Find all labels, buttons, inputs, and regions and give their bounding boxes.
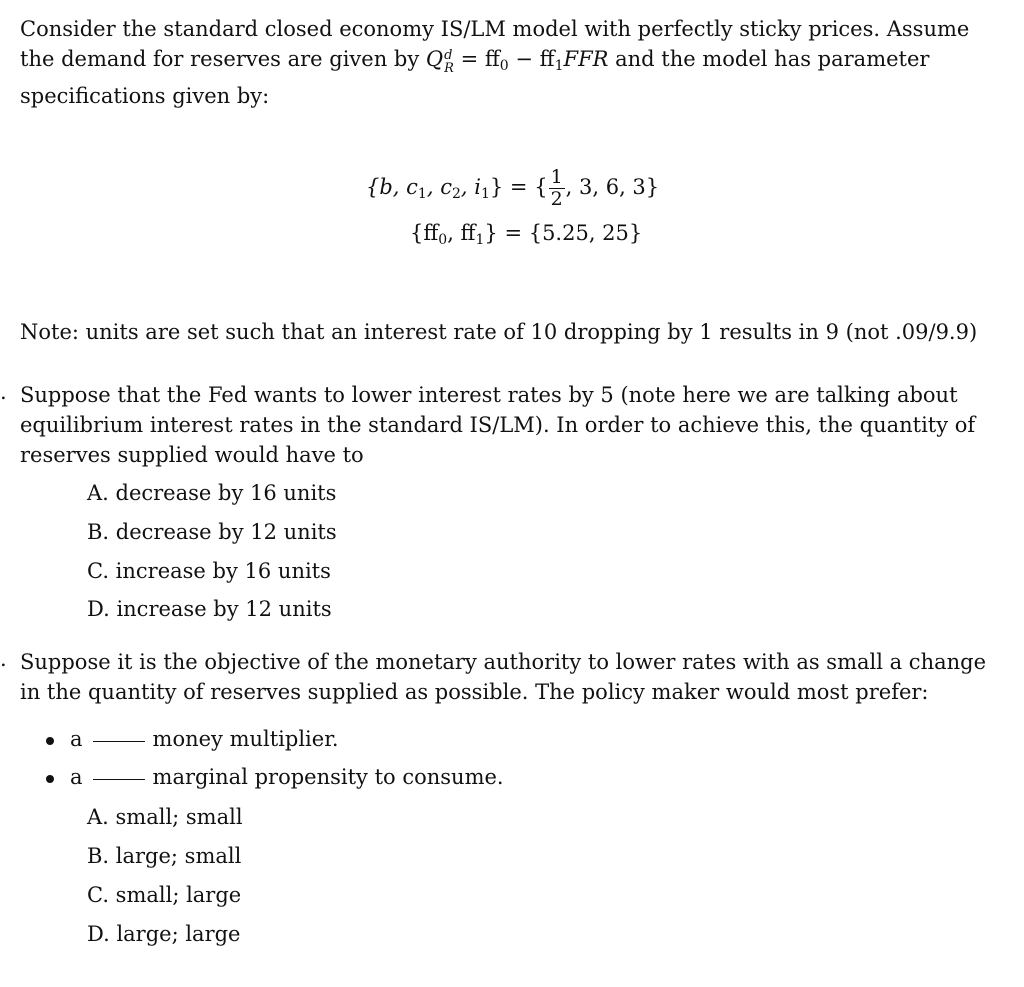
eq2-rest: } = {5.25, 25} [484,221,643,245]
ffr-variable: FFR [563,47,609,71]
q2-line-2: in the quantity of reserves supplied as possible. The policy maker would most prefer: [20,680,929,704]
eq2-mid: , ff [447,221,476,245]
reserve-demand-sub0: 0 [499,58,509,74]
bullet-icon [46,775,54,783]
q1-choice-b[interactable]: B. decrease by 12 units [87,520,337,544]
eq1-sub2: 2 [451,186,461,202]
q2-number-stub: . [0,647,7,671]
q1-line-3: reserves supplied would have to [20,443,364,467]
eq1-end: } = { [489,175,548,199]
eq2-lhs: {ff [410,221,439,245]
reserve-demand-indices [444,49,454,75]
question-1-text [20,380,995,470]
units-note: Note: units are set such that an interest rate of 10 dropping by 1 results in 9 (not .09/9.9) [20,320,978,344]
parameter-equation-1 [366,168,659,209]
fraction-denominator: 2 [550,188,563,210]
question-2-text [20,647,995,707]
q1-choice-d[interactable]: D. increase by 12 units [87,597,332,621]
intro-line-2 [20,44,995,81]
intro-paragraph [20,14,995,111]
reserve-demand-rhs-b: − ff [508,47,555,71]
bullet-suffix: marginal propensity to consume. [152,765,504,789]
eq1-mid2: , i [460,175,481,199]
fill-in-blank [93,779,145,780]
q2-choice-c[interactable]: C. small; large [87,883,242,907]
reserve-demand-rhs-a: = ff [453,47,500,71]
bullet-icon [46,737,54,745]
bullet-prefix: a [70,765,83,789]
intro-line-2-start: the demand for reserves are given by [20,47,426,71]
eq1-rest: , 3, 6, 3} [565,175,660,199]
q2-choice-d[interactable]: D. large; large [87,922,241,946]
fill-in-blank [93,741,145,742]
intro-line-1: Consider the standard closed economy IS/LM model with perfectly sticky prices. Assume [20,17,970,41]
parameter-equation-2 [410,221,642,248]
reserve-demand-sub: R [444,61,454,76]
eq1-lhs: {b, c [366,175,418,199]
q2-bullet-mpc [46,765,504,789]
one-half-fraction [549,168,565,209]
intro-line-2-end: and the model has parameter [608,47,930,71]
q1-number-stub: . [0,380,7,404]
eq1-sub1: 1 [417,186,427,202]
eq1-sub3: 1 [480,186,490,202]
intro-line-3: specifications given by: [20,84,270,108]
reserve-demand-sub1: 1 [554,58,564,74]
reserve-demand-sup: d [444,48,453,63]
eq1-mid1: , c [426,175,452,199]
q2-bullet-money-multiplier [46,727,339,751]
reserve-demand-symbol: Q [425,47,444,71]
q1-choice-a[interactable]: A. decrease by 16 units [87,481,337,505]
bullet-suffix: money multiplier. [152,727,339,751]
eq2-sub1: 1 [475,232,485,248]
q2-choice-a[interactable]: A. small; small [87,805,243,829]
q2-line-1: Suppose it is the objective of the monetary authority to lower rates with as small a change [20,650,987,674]
fraction-numerator: 1 [550,166,563,188]
bullet-prefix: a [70,727,83,751]
q1-line-1: Suppose that the Fed wants to lower interest rates by 5 (note here we are talking about [20,383,958,407]
q1-choice-c[interactable]: C. increase by 16 units [87,559,331,583]
q2-choice-b[interactable]: B. large; small [87,844,242,868]
eq2-sub0: 0 [438,232,448,248]
q1-line-2: equilibrium interest rates in the standard IS/LM). In order to achieve this, the quantity of [20,413,976,437]
